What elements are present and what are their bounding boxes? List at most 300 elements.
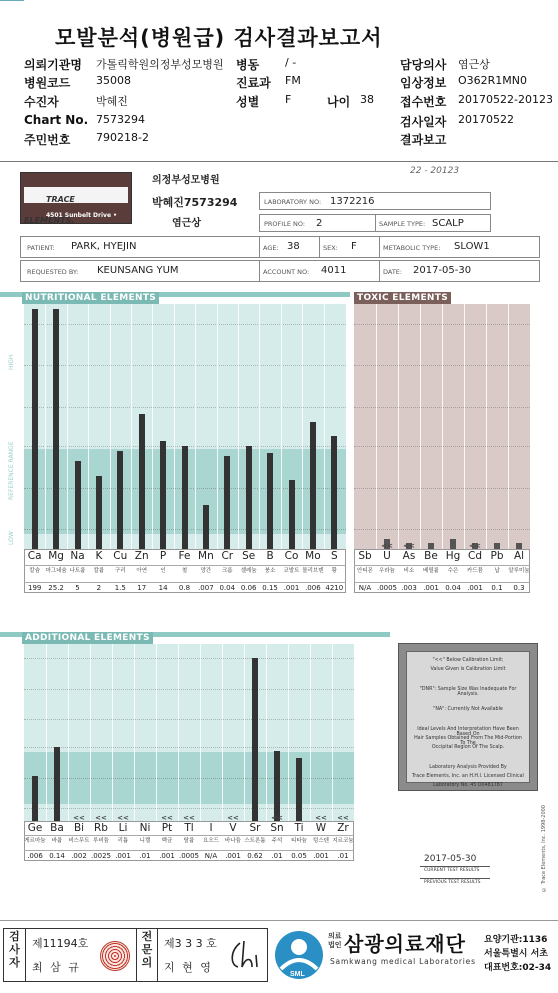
column-divider — [88, 304, 89, 549]
bar-Zn — [139, 414, 145, 549]
legend-line: "DNR": Sample Size Was Inadequate For Analysis. — [419, 686, 517, 697]
column-divider — [266, 644, 267, 822]
bar-P — [160, 441, 166, 549]
element-korean: 백금 — [161, 838, 173, 844]
element-korean: 망간 — [200, 568, 212, 574]
below-limit-flag: << — [469, 542, 481, 550]
element-korean: 납 — [494, 568, 500, 574]
element-symbol: Sn — [270, 822, 284, 834]
column-divider — [67, 304, 68, 549]
column-divider — [68, 644, 69, 822]
bar-Mn — [203, 505, 209, 549]
patient-tag: 박혜진7573294 — [152, 196, 238, 209]
lab-no-box — [259, 192, 491, 210]
header-value: 박혜진 — [96, 95, 128, 108]
element-symbol: U — [383, 550, 391, 562]
column-divider — [222, 644, 223, 822]
logo-address: 4501 Sunbelt Drive • — [46, 212, 117, 219]
bar-Sn — [274, 751, 280, 822]
logo-name: TRACE ELEMENTS, — [24, 195, 75, 225]
value-table-0 — [24, 549, 346, 593]
org-english: Samkwang medical Laboratories — [330, 957, 476, 966]
element-value: .001 — [283, 584, 300, 592]
header-label: 주민번호 — [24, 133, 71, 147]
row-divider — [354, 582, 530, 583]
element-symbol: Cr — [221, 550, 234, 562]
specialist-no: 제3 3 3 호 — [164, 937, 217, 950]
element-symbol: Li — [118, 822, 128, 834]
org-name: 삼광의료재단 — [344, 932, 466, 956]
element-value: .001 — [423, 584, 439, 592]
profile-box — [259, 214, 491, 232]
previous-line — [420, 878, 490, 879]
column-divider — [288, 644, 289, 822]
side-low-label: LOW — [8, 531, 15, 545]
legend-box — [398, 643, 538, 791]
element-symbol: Cd — [468, 550, 482, 562]
org-info-3: 대표번호:02-34 — [484, 963, 552, 973]
element-value: .0005 — [376, 584, 398, 592]
header-label: Chart No. — [24, 113, 89, 127]
examiner-name: 최 삼 규 — [32, 961, 81, 974]
bar-Co — [289, 480, 295, 549]
ref-marker — [0, 0, 24, 1]
element-value: 0.04 — [445, 584, 461, 592]
element-korean: 마그네슘 — [45, 568, 67, 574]
account-value: 4011 — [321, 265, 347, 276]
bar-Ba — [54, 747, 60, 822]
bar-Cr — [224, 456, 230, 549]
column-divider — [174, 304, 175, 549]
header-value: FM — [285, 74, 301, 87]
element-korean: 칼륨 — [93, 568, 105, 574]
column-divider — [324, 304, 325, 549]
element-value: 17 — [137, 584, 147, 592]
element-symbol: Co — [284, 550, 299, 562]
element-value: .0005 — [178, 852, 200, 860]
element-korean: 스트론튬 — [244, 838, 266, 844]
element-value: .006 — [27, 852, 43, 860]
legend-line: Laboratory Analysis Provided By — [429, 765, 507, 771]
examiner-label: 검사자 — [4, 929, 26, 981]
row-divider — [354, 565, 530, 566]
column-divider — [156, 644, 157, 822]
handwritten-note: 22 - 20123 — [410, 166, 460, 176]
below-limit-flag: << — [271, 814, 283, 822]
hospital-name: 의정부성모병원 — [152, 175, 220, 186]
element-value: .002 — [71, 852, 87, 860]
element-value: .0025 — [90, 852, 112, 860]
patient-row — [20, 236, 540, 258]
column-divider — [281, 304, 282, 549]
column-divider — [110, 304, 111, 549]
doctor-tag: 염근상 — [172, 218, 201, 229]
element-value: .001 — [225, 852, 241, 860]
element-korean: 셀레늄 — [240, 568, 257, 574]
gridline — [24, 324, 346, 325]
metabolic-value: SLOW1 — [454, 241, 490, 252]
element-korean: 나트륨 — [69, 568, 86, 574]
column-divider — [134, 644, 135, 822]
element-value: N/A — [204, 852, 218, 860]
element-symbol: Pb — [490, 550, 504, 562]
header-value: F — [285, 93, 292, 106]
profile-value: 2 — [316, 218, 323, 229]
element-korean: 코발트 — [283, 568, 300, 574]
header-label: 수진자 — [24, 95, 59, 109]
element-korean: 바륨 — [51, 838, 63, 844]
element-korean: 요오드 — [203, 838, 219, 844]
date-value: 2017-05-30 — [413, 265, 472, 276]
header-label: 나이 — [327, 95, 351, 109]
header-label: 진료과 — [236, 76, 271, 90]
column-divider — [45, 304, 46, 549]
element-symbol: B — [266, 550, 274, 562]
below-limit-flag: << — [403, 542, 415, 550]
element-symbol: Sb — [358, 550, 372, 562]
header-label: 접수번호 — [400, 95, 447, 109]
element-value: .01 — [337, 852, 349, 860]
element-symbol: I — [209, 822, 213, 834]
element-symbol: As — [402, 550, 416, 562]
below-limit-flag: << — [117, 814, 129, 822]
date-label: DATE: — [383, 268, 403, 276]
header-value: 7573294 — [96, 113, 145, 126]
legend-line: Trace Elements, Inc. an H.H.I. Licensed Clinical — [412, 773, 524, 779]
below-limit-flag: << — [227, 814, 239, 822]
row-divider — [24, 835, 354, 836]
header-value: O362R1MN0 — [458, 74, 528, 87]
element-value: 5 — [75, 584, 80, 592]
examiner-no: 제11194호 — [32, 937, 89, 950]
column-divider — [310, 644, 311, 822]
element-value: 0.62 — [247, 852, 263, 860]
element-korean: 크롬 — [221, 568, 233, 574]
element-korean: 바나듐 — [225, 838, 241, 844]
bar-Se — [246, 446, 252, 549]
svg-text:SML: SML — [290, 971, 305, 978]
sample-label: SAMPLE TYPE: — [379, 220, 426, 228]
element-symbol: P — [159, 550, 167, 562]
legend-line: Laboratory No. 45 D0481787 — [433, 782, 503, 788]
value-table-1 — [354, 549, 530, 593]
below-limit-flag: << — [381, 542, 393, 550]
value-table-2 — [24, 821, 354, 861]
element-korean: 지르코늄 — [332, 838, 354, 844]
legend-line: Hair Samples Obtained From The Mid-Portion To The — [414, 736, 522, 747]
row-divider — [24, 565, 346, 566]
element-symbol: Se — [242, 550, 256, 562]
element-korean: 우라늄 — [379, 568, 395, 574]
requested-label: REQUESTED BY: — [27, 268, 79, 276]
column-divider — [195, 304, 196, 549]
account-label: ACCOUNT NO: — [263, 268, 310, 276]
header-value: 20170522 — [458, 113, 514, 126]
element-korean: 철 — [181, 568, 188, 574]
column-divider — [217, 304, 218, 549]
element-value: 0.15 — [262, 584, 278, 592]
column-divider — [259, 304, 260, 549]
element-value: .001 — [159, 852, 175, 860]
element-symbol: Fe — [178, 550, 191, 562]
element-value: 0.05 — [291, 852, 307, 860]
element-korean: 수은 — [447, 568, 459, 574]
legend-line: Ideal Levels And Interpretation Have Been Based On — [417, 727, 519, 738]
gridline — [24, 808, 354, 809]
element-value: 14 — [158, 584, 168, 592]
bar-B — [267, 453, 273, 549]
element-korean: 아연 — [136, 568, 148, 574]
element-symbol: S — [330, 550, 338, 562]
element-value: 1.5 — [114, 584, 126, 592]
org-info-2: 서울특별시 서초 — [484, 949, 548, 959]
gridline — [24, 778, 354, 779]
lab-no-label: LABORATORY NO: — [264, 198, 322, 206]
element-symbol: Hg — [445, 550, 461, 562]
element-symbol: W — [315, 822, 327, 834]
patient-value: PARK, HYEJIN — [71, 241, 137, 252]
column-divider — [486, 304, 487, 549]
bar-Ti — [296, 758, 302, 822]
specialist-signature — [226, 937, 264, 973]
element-value: .01 — [271, 852, 283, 860]
element-korean: 루비듐 — [93, 838, 109, 844]
bar-Ca — [32, 309, 38, 549]
element-value: .007 — [198, 584, 214, 592]
element-value: 199 — [28, 584, 42, 592]
age-label: AGE: — [263, 244, 279, 252]
bar-Fe — [182, 446, 188, 549]
column-divider — [152, 304, 153, 549]
below-limit-flag: << — [73, 814, 85, 822]
legend-line: Value Given is Calibration Limit — [430, 666, 506, 672]
previous-results-label: PREVIOUS TEST RESULTS — [424, 880, 481, 885]
element-value: .001 — [115, 852, 131, 860]
header-label: 임상정보 — [400, 76, 447, 90]
element-korean: 텅스텐 — [313, 838, 329, 844]
header-label: 병동 — [236, 58, 260, 72]
element-korean: 리튬 — [117, 838, 129, 844]
toxic-title: TOXIC ELEMENTS — [354, 292, 451, 304]
element-korean: 인 — [160, 568, 166, 574]
sample-value: SCALP — [432, 218, 464, 229]
element-korean: 비소 — [403, 568, 415, 574]
element-symbol: Tl — [184, 822, 194, 834]
column-divider — [420, 304, 421, 549]
element-symbol: Ti — [294, 822, 304, 834]
column-divider — [464, 304, 465, 549]
header-value: 가톨릭학원의정부성모병원 — [96, 58, 224, 71]
examiner-stamp — [100, 941, 130, 971]
element-value: 2 — [96, 584, 102, 592]
side-ref-label: REFERENCE RANGE — [8, 441, 15, 500]
element-korean: 칼슘 — [29, 568, 41, 574]
element-korean: 알루미늄 — [508, 568, 530, 574]
below-limit-flag: << — [315, 814, 327, 822]
header-label: 성별 — [236, 95, 260, 109]
bar-Sr — [252, 658, 258, 822]
bar-Ge — [32, 776, 38, 822]
column-divider — [46, 644, 47, 822]
element-korean: 구리 — [114, 568, 126, 574]
bar-S — [331, 436, 337, 549]
request-row — [20, 260, 540, 282]
element-korean: 게르마늄 — [24, 838, 46, 844]
age-value: 38 — [287, 241, 300, 252]
footer-divider — [0, 920, 558, 921]
nutritional-title: NUTRITIONAL ELEMENTS — [22, 292, 159, 304]
column-divider — [238, 304, 239, 549]
bar-K — [96, 476, 102, 550]
element-value: N/A — [358, 584, 372, 592]
header-value: 염근상 — [458, 58, 490, 71]
header-value: 35008 — [96, 74, 131, 87]
metabolic-label: METABOLIC TYPE: — [383, 244, 441, 252]
header-divider — [0, 161, 558, 162]
header-label: 의뢰기관명 — [24, 58, 82, 72]
element-symbol: Ge — [27, 822, 43, 834]
specialist-name: 지 현 영 — [164, 961, 213, 974]
signature-box — [3, 928, 268, 982]
header-value: 20170522-20123 — [458, 93, 553, 106]
element-symbol: Ba — [50, 822, 64, 834]
element-symbol: Mn — [198, 550, 214, 562]
element-korean: 티타늄 — [291, 838, 307, 844]
header-value: 38 — [360, 93, 374, 106]
element-symbol: Bi — [73, 822, 85, 834]
column-divider — [244, 644, 245, 822]
copyright: © Trace Elements, Inc. 1998-2000 — [541, 805, 547, 892]
header-value: 790218-2 — [96, 131, 149, 144]
patient-label: PATIENT: — [27, 244, 55, 252]
org-info-1: 요양기관:1136 — [484, 935, 548, 945]
side-high-label: HIGH — [8, 354, 15, 370]
element-value: .001 — [467, 584, 483, 592]
gridline — [24, 719, 354, 720]
column-divider — [131, 304, 132, 549]
bar-Cu — [117, 451, 123, 549]
column-divider — [398, 304, 399, 549]
element-korean: 베릴륨 — [423, 568, 439, 574]
column-divider — [112, 644, 113, 822]
current-results-label: CURRENT TEST RESULTS — [424, 868, 480, 873]
header-label: 병원코드 — [24, 76, 71, 90]
org-type: 의료법인 — [328, 932, 342, 949]
element-value: .003 — [401, 584, 417, 592]
element-symbol: Cu — [113, 550, 128, 562]
element-symbol: V — [229, 822, 237, 834]
row-divider — [24, 850, 354, 851]
below-limit-flag: << — [95, 814, 107, 822]
header-label: 결과보고 — [400, 133, 447, 147]
element-value: 0.04 — [219, 584, 236, 592]
additional-title: ADDITIONAL ELEMENTS — [22, 632, 153, 644]
element-korean: 붕소 — [264, 568, 276, 574]
column-divider — [90, 644, 91, 822]
report-title: 모발분석(병원급) 검사결과보고서 — [55, 26, 383, 50]
element-symbol: Be — [424, 550, 438, 562]
gridline — [24, 747, 354, 748]
column-divider — [508, 304, 509, 549]
profile-label: PROFILE NO: — [264, 220, 306, 228]
gridline — [24, 689, 354, 690]
requested-value: KEUNSANG YUM — [97, 265, 179, 276]
element-value: 4210 — [325, 584, 344, 592]
lab-no-value: 1372216 — [330, 196, 375, 207]
header-label: 담당의사 — [400, 58, 447, 72]
below-limit-flag: << — [161, 814, 173, 822]
element-korean: 비스무트 — [68, 838, 90, 844]
element-value: 0.14 — [49, 852, 65, 860]
column-divider — [200, 644, 201, 822]
element-symbol: Zr — [337, 822, 349, 834]
element-symbol: Ca — [27, 550, 42, 562]
column-divider — [442, 304, 443, 549]
element-symbol: Na — [70, 550, 85, 562]
element-value: 0.3 — [513, 584, 525, 592]
legend-line: "<<" Below Calibration Limit; — [432, 657, 504, 663]
element-symbol: Mg — [48, 550, 64, 562]
below-limit-flag: << — [337, 814, 349, 822]
element-symbol: Rb — [94, 822, 108, 834]
element-korean: 탈륨 — [183, 838, 195, 844]
element-value: 0.06 — [240, 584, 257, 592]
sex-value: F — [351, 241, 357, 252]
element-value: .006 — [305, 584, 321, 592]
column-divider — [376, 304, 377, 549]
element-symbol: Ni — [139, 822, 151, 834]
element-symbol: Sr — [249, 822, 261, 834]
below-limit-flag: << — [183, 814, 195, 822]
element-korean: 몰리브덴 — [302, 568, 324, 574]
element-korean: 카드뮴 — [467, 568, 483, 574]
bar-Hg — [450, 539, 456, 549]
gridline — [24, 365, 346, 366]
element-value: 0.1 — [491, 584, 503, 592]
current-line — [420, 866, 490, 867]
element-value: .001 — [313, 852, 329, 860]
footer-date: 2017-05-30 — [424, 854, 477, 864]
sml-logo-icon — [273, 929, 325, 981]
element-value: 25.2 — [48, 584, 64, 592]
element-symbol: Al — [513, 550, 525, 562]
column-divider — [178, 644, 179, 822]
element-korean: 안티몬 — [357, 568, 373, 574]
element-korean: 주석 — [271, 838, 283, 844]
element-korean: 니켈 — [139, 838, 151, 844]
gridline — [24, 407, 346, 408]
bar-Mg — [53, 309, 59, 549]
element-symbol: Zn — [134, 550, 149, 562]
column-divider — [302, 304, 303, 549]
element-symbol: Pt — [161, 822, 173, 834]
row-divider — [24, 582, 346, 583]
header-value: / - — [285, 56, 297, 69]
element-korean: 황 — [331, 568, 337, 574]
bar-Mo — [310, 422, 316, 549]
element-symbol: K — [95, 550, 103, 562]
element-value: 0.8 — [178, 584, 191, 592]
bar-Na — [75, 461, 81, 549]
column-divider — [332, 644, 333, 822]
legend-inner — [406, 651, 530, 788]
header-label: 검사일자 — [400, 115, 447, 129]
gridline — [24, 658, 354, 659]
sex-label: SEX: — [323, 244, 338, 252]
element-symbol: Mo — [305, 550, 321, 562]
legend-line: Occipital Region Of The Scalp. — [431, 744, 505, 750]
legend-line: "NA": Currently Not Available — [433, 707, 503, 713]
